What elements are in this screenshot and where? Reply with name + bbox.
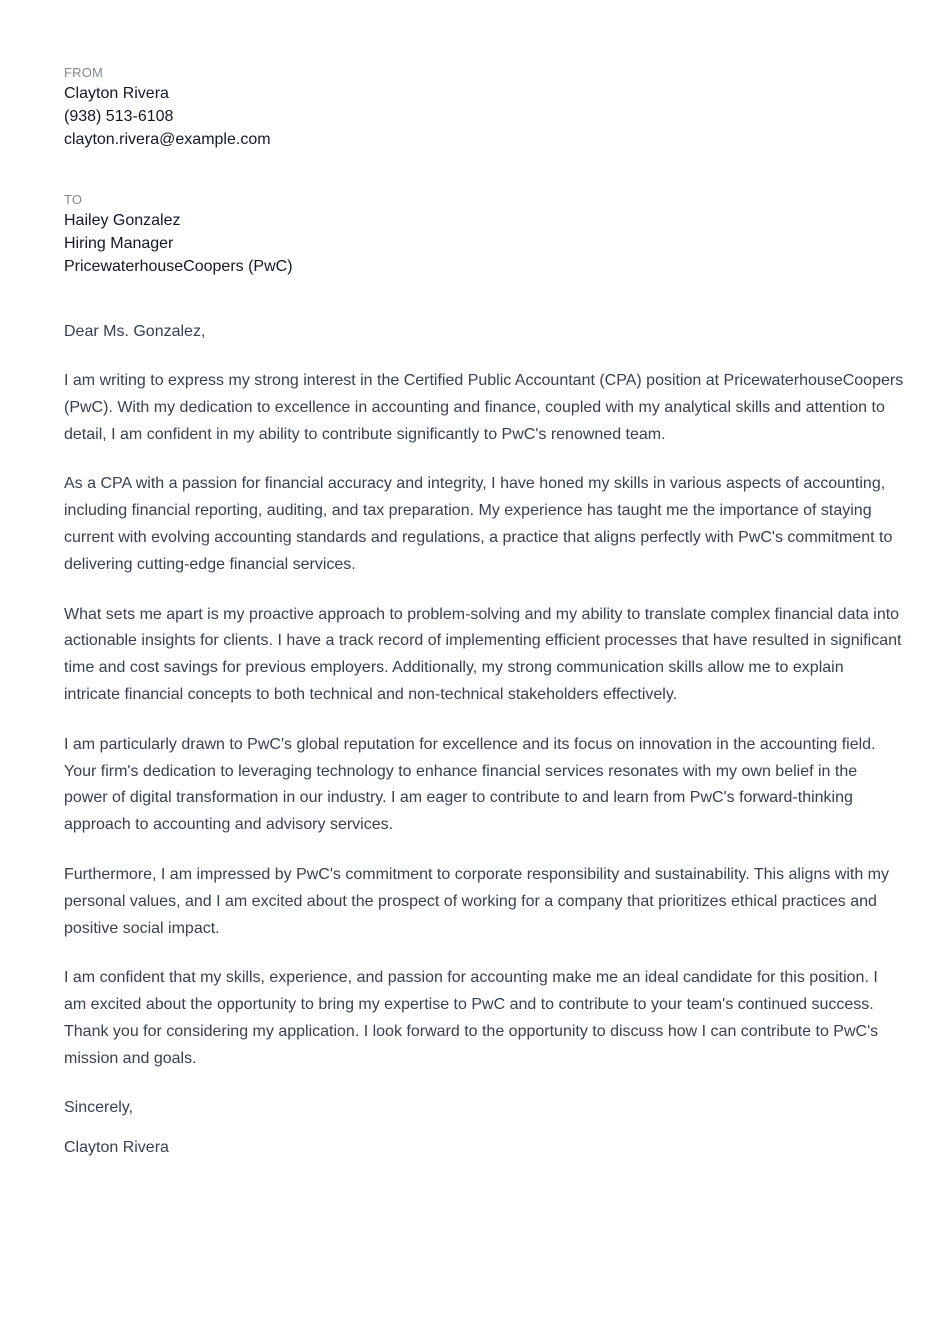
sender-block [64, 64, 904, 151]
recipient-company: PricewaterhouseCoopers (PwC) [64, 258, 293, 275]
body-paragraph-2: As a CPA with a passion for financial accuracy and integrity, I have honed my skills in various aspects of accounting, including financial reporting, auditing, and tax preparation. My experience has taught me the importance of staying current with evolving accounting standards and regulations, a practice that aligns perfectly with PwC's commitment to delivering cutting-edge financial services. [64, 475, 893, 573]
body-paragraph-3: What sets me apart is my proactive approach to problem-solving and my ability to translate complex financial data into actionable insights for clients. I have a track record of implementing efficient processes that have resulted in significant time and cost savings for previous employers. Additionally, my strong communication skills allow me to explain intricate financial concepts to both technical and non-technical stakeholders effectively. [64, 605, 902, 703]
body-paragraph-4: I am particularly drawn to PwC's global reputation for excellence and its focus on innovation in the accounting field. Your firm's dedication to leveraging technology to enhance financial services resonates with my own belief in the power of digital transformation in our industry. I am eager to contribute to and learn from PwC's forward-thinking approach to accounting and advisory services. [64, 735, 876, 834]
sender-name: Clayton Rivera [64, 85, 169, 102]
body-paragraph-6: I am confident that my skills, experience, and passion for accounting make me an ideal candidate for this position. I am excited about the opportunity to bring my expertise to PwC and to contribute to your team's continued success. Thank you for considering my application. I look forward to the opportunity to discuss how I can contribute to PwC's mission and goals. [64, 969, 879, 1067]
signature: Clayton Rivera [64, 1138, 169, 1156]
closing: Sincerely, [64, 1098, 134, 1116]
salutation: Dear Ms. Gonzalez, [64, 323, 206, 340]
sender-email: clayton.rivera@example.com [64, 131, 271, 148]
from-label: FROM [64, 65, 104, 80]
to-label: TO [64, 192, 83, 207]
recipient-title: Hiring Manager [64, 235, 174, 252]
recipient-block [64, 191, 904, 278]
recipient-name: Hailey Gonzalez [64, 212, 181, 229]
cover-letter-page [64, 64, 904, 1176]
letter-body [64, 368, 904, 1073]
body-paragraph-5: Furthermore, I am impressed by PwC's commitment to corporate responsibility and sustainability. This aligns with my personal values, and I am excited about the prospect of working for a company that prioritizes ethical practices and positive social impact. [64, 865, 889, 937]
body-paragraph-1: I am writing to express my strong interest in the Certified Public Accountant (CPA) position at PricewaterhouseCoopers (PwC). With my dedication to excellence in accounting and finance, coupled with my analytical skills and attention to detail, I am confident in my ability to contribute significantly to PwC's renowned team. [64, 372, 904, 443]
sender-phone: (938) 513-6108 [64, 108, 174, 125]
